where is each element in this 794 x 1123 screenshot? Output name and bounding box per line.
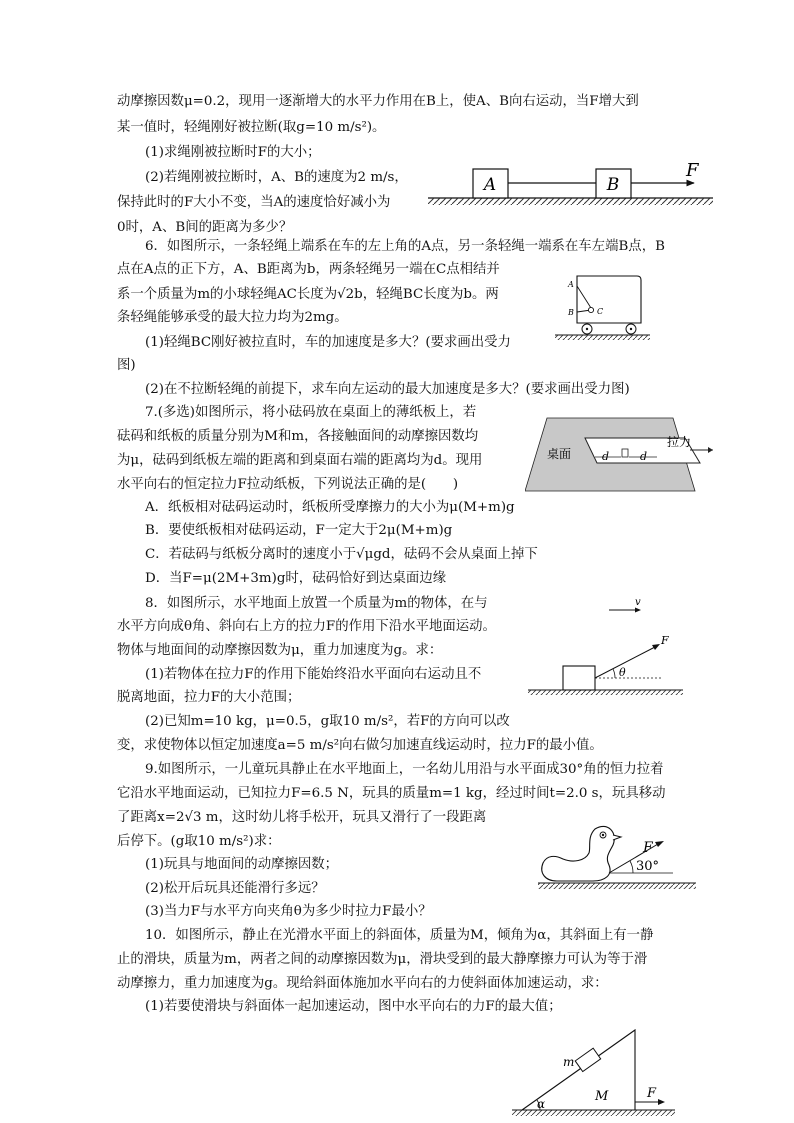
text-line: 7.(多选)如图所示，将小砝码放在桌面上的薄纸板上，若 xyxy=(145,405,477,420)
text-line: 某一值时，轻绳刚好被拉断(取g=10 m/s²)。 xyxy=(117,120,386,135)
text-line: 止的滑块，质量为m，两者之间的动摩擦因数为μ，滑块受到的最大静摩擦力可认为等于滑 xyxy=(117,952,648,967)
figure-cart xyxy=(555,268,655,343)
figure-block-angle xyxy=(523,593,688,698)
pull-label: 拉力 xyxy=(667,435,692,449)
block-b-label: B xyxy=(606,175,620,195)
text-line: 砝码和纸板的质量分别为M和m，各接触面间的动摩擦因数均 xyxy=(117,429,479,444)
option-b: B．要使纸板相对砝码运动，F一定大于2μ(M+m)g xyxy=(145,523,453,538)
text-line: (2)松开后玩具还能滑行多远？ xyxy=(145,881,325,896)
text-line: 变，求使物体以恒定加速度a=5 m/s²向右做匀加速直线运动时，拉力F的最小值。 xyxy=(117,738,603,753)
text-line: 图) xyxy=(117,358,136,373)
text-line: 8．如图所示，水平地面上放置一个质量为m的物体，在与 xyxy=(145,596,488,611)
text-line: (2)已知m=10 kg，μ=0.5，g取10 m/s²，若F的方向可以改 xyxy=(145,714,510,729)
text-line: (1)玩具与地面间的动摩擦因数； xyxy=(145,857,339,872)
svg-text:A: A xyxy=(568,280,574,289)
svg-text:F: F xyxy=(661,634,669,647)
text-line: (2)若绳刚被拉断时，A、B的速度为2 m/s， xyxy=(145,170,408,185)
svg-text:m: m xyxy=(563,1055,575,1069)
text-line: 它沿水平地面运动，已知拉力F=6.5 N，玩具的质量m=1 kg，经过时间t=2.0 s，玩具移动 xyxy=(117,786,666,801)
text-line: 水平向右的恒定拉力F拉动纸板，下列说法正确的是( ) xyxy=(117,477,459,492)
text-line: 动摩擦因数μ=0.2，现用一逐渐增大的水平力作用在B上，使A、B向右运动，当F增大到 xyxy=(117,94,639,109)
text-line: 物体与地面间的动摩擦因数为μ，重力加速度为g。求： xyxy=(117,643,443,658)
svg-text:d: d xyxy=(640,450,648,463)
option-c: C．若砝码与纸板分离时的速度小于√μgd，砝码不会从桌面上掉下 xyxy=(145,547,538,562)
text-line: 保持此时的F大小不变，当A的速度恰好减小为 xyxy=(117,195,391,210)
svg-text:F: F xyxy=(647,1086,657,1101)
text-line: 0时，A、B间的距离为多少？ xyxy=(117,220,293,235)
svg-text:F: F xyxy=(643,840,653,856)
cart-body xyxy=(577,276,641,323)
block-a-label: A xyxy=(483,175,497,195)
text-line: 系一个质量为m的小球轻绳AC长度为√2b，轻绳BC长度为b。两 xyxy=(117,287,499,302)
text-line: 了距离x=2√3 m，这时幼儿将手松开，玩具又滑行了一段距离 xyxy=(117,810,487,825)
svg-text:M: M xyxy=(595,1089,609,1104)
text-line: 9.如图所示，一儿童玩具静止在水平地面上，一名幼儿用沿与水平面成30°角的恒力拉着 xyxy=(145,762,664,777)
svg-text:θ: θ xyxy=(619,666,626,679)
ball xyxy=(588,307,593,312)
figure-duck xyxy=(533,815,701,895)
text-line: (1)若物体在拉力F的作用下能始终沿水平面向右运动且不 xyxy=(145,667,482,682)
force-label: F xyxy=(686,160,699,181)
text-line: 动摩擦力，重力加速度为g。现给斜面体施加水平向右的力使斜面体加速运动，求： xyxy=(117,976,608,991)
figure-table xyxy=(525,413,715,495)
figure-incline xyxy=(507,1020,679,1120)
text-line: (1)求绳刚被拉断时F的大小； xyxy=(145,145,321,160)
text-line: 水平方向成θ角、斜向右上方的拉力F的作用下沿水平地面运动。 xyxy=(117,619,496,634)
desk-label: 桌面 xyxy=(547,447,572,461)
text-line: 脱离地面，拉力F的大小范围； xyxy=(117,690,301,705)
svg-text:d: d xyxy=(602,450,610,463)
text-line: 点在A点的正下方，A、B距离为b，两条轻绳另一端在C点相结并 xyxy=(117,262,500,277)
text-line: 10．如图所示，静止在光滑水平面上的斜面体，质量为M，倾角为α，其斜面上有一静 xyxy=(145,928,654,943)
figure-blocks-ab xyxy=(428,156,718,216)
rope-ac xyxy=(577,286,591,308)
svg-text:B: B xyxy=(568,308,574,317)
text-line: 6．如图所示，一条轻绳上端系在车的左上角的A点，另一条轻绳一端系在车左端B点，B xyxy=(145,239,665,254)
text-line: (1)轻绳BC刚好被拉直时，车的加速度是多大？(要求画出受力 xyxy=(145,335,511,350)
svg-text:C: C xyxy=(597,307,604,316)
svg-text:v: v xyxy=(635,597,641,608)
text-line: 后停下。(g取10 m/s²)求： xyxy=(117,834,281,849)
svg-text:α: α xyxy=(537,1097,546,1111)
text-line: (2)在不拉断轻绳的前提下，求车向左运动的最大加速度是多大？(要求画出受力图) xyxy=(145,382,630,397)
text-line: (3)当力F与水平方向夹角θ为多少时拉力F最小？ xyxy=(145,904,432,919)
text-line: 为μ，砝码到纸板左端的距离和到桌面右端的距离均为d。现用 xyxy=(117,453,483,468)
svg-text:30°: 30° xyxy=(636,859,660,874)
text-line: 条轻绳能够承受的最大拉力均为2mg。 xyxy=(117,310,348,325)
option-d: D．当F=μ(2M+3m)g时，砝码恰好到达桌面边缘 xyxy=(145,571,447,586)
option-a: A．纸板相对砝码运动时，纸板所受摩擦力的大小为μ(M+m)g xyxy=(145,500,515,515)
block xyxy=(563,666,595,690)
weight xyxy=(622,449,628,457)
text-line: (1)若要使滑块与斜面体一起加速运动，图中水平向右的力F的最大值； xyxy=(145,999,562,1014)
